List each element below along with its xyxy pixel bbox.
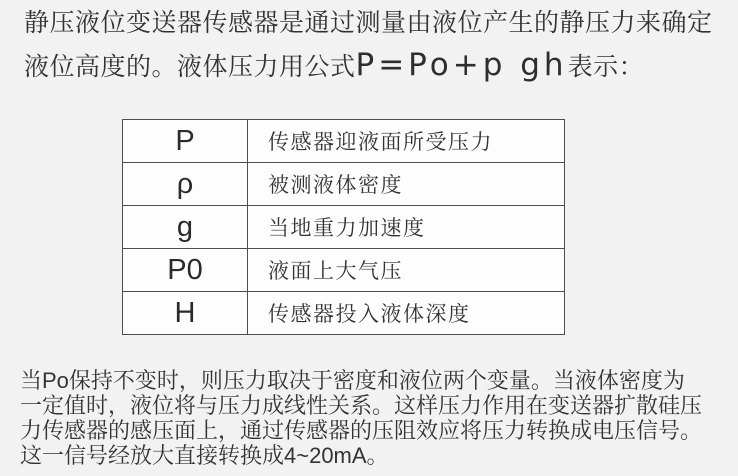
table-row bbox=[123, 206, 565, 249]
intro-paragraph bbox=[24, 4, 730, 93]
body-paragraph bbox=[20, 368, 732, 468]
description-cell: 液面上大气压 bbox=[248, 249, 565, 292]
pressure-formula: P=Po+p gh bbox=[355, 47, 568, 83]
table-row bbox=[123, 292, 565, 335]
symbol-cell: g bbox=[123, 206, 248, 249]
symbol-cell: P bbox=[123, 120, 248, 163]
symbol-cell: H bbox=[123, 292, 248, 335]
body-line-1: 当Po保持不变时，则压力取决于密度和液位两个变量。当液体密度为 bbox=[20, 368, 685, 393]
body-line-2: 一定值时，液位将与压力成线性关系。这样压力作用在变送器扩散硅压 bbox=[20, 393, 703, 418]
intro-line-1: 静压液位变送器传感器是通过测量由液位产生的静压力来确定 bbox=[24, 9, 713, 37]
body-line-4: 这一信号经放大直接转换成4~20mA。 bbox=[20, 443, 389, 468]
table-row bbox=[123, 249, 565, 292]
intro-line-2-prefix: 液位高度的。液体压力用公式 bbox=[24, 53, 356, 81]
table-row bbox=[123, 120, 565, 163]
symbol-cell: ρ bbox=[123, 163, 248, 206]
intro-line-2 bbox=[24, 43, 730, 93]
body-line-3: 力传感器的感压面上，通过传感器的压阻效应将压力转换成电压信号。 bbox=[20, 418, 703, 443]
description-cell: 传感器投入液体深度 bbox=[248, 292, 565, 335]
description-cell: 传感器迎液面所受压力 bbox=[248, 120, 565, 163]
symbol-cell: P0 bbox=[123, 249, 248, 292]
description-cell: 被测液体密度 bbox=[248, 163, 565, 206]
symbol-definition-table bbox=[122, 119, 565, 335]
description-cell: 当地重力加速度 bbox=[248, 206, 565, 249]
table-row bbox=[123, 163, 565, 206]
intro-line-2-suffix: 表示： bbox=[567, 53, 645, 81]
